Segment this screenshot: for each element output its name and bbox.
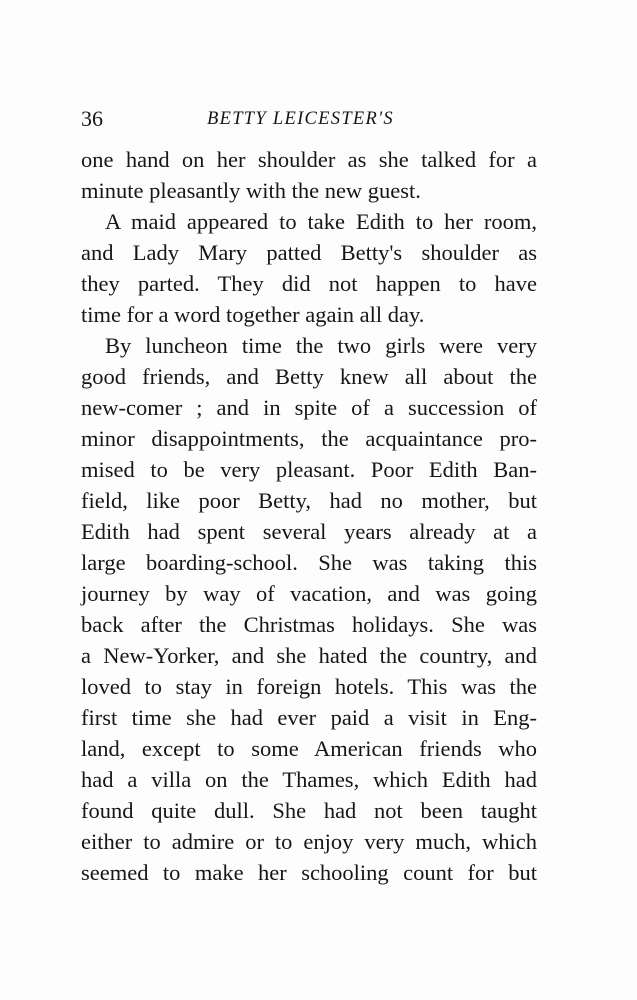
- text-line: journey by way of vacation, and was going: [81, 581, 537, 606]
- text-line: found quite dull. She had not been taught: [81, 798, 537, 823]
- text-line: land, except to some American friends who: [81, 736, 537, 761]
- text-line: field, like poor Betty, had no mother, but: [81, 488, 537, 513]
- paragraph-first-line: By luncheon time the two girls were very: [105, 333, 537, 358]
- text-line: either to admire or to enjoy very much, which: [81, 829, 537, 854]
- text-line: time for a word together again all day.: [81, 302, 425, 327]
- text-line: one hand on her shoulder as she talked for a: [81, 147, 537, 172]
- text-line: and Lady Mary patted Betty's shoulder as: [81, 240, 537, 265]
- paragraph-first-line: A maid appeared to take Edith to her room,: [105, 209, 537, 234]
- text-line: minute pleasantly with the new guest.: [81, 178, 421, 203]
- text-line: back after the Christmas holidays. She was: [81, 612, 537, 637]
- text-line: mised to be very pleasant. Poor Edith Ban-: [81, 457, 537, 482]
- running-title: BETTY LEICESTER'S: [207, 109, 394, 129]
- page-number: 36: [81, 106, 103, 131]
- running-head: [81, 104, 537, 134]
- text-line: they parted. They did not happen to have: [81, 271, 537, 296]
- text-line: seemed to make her schooling count for but: [81, 860, 537, 885]
- text-line: minor disappointments, the acquaintance pro-: [81, 426, 537, 451]
- text-line: had a villa on the Thames, which Edith had: [81, 767, 537, 792]
- text-line: Edith had spent several years already at a: [81, 519, 537, 544]
- text-line: large boarding-school. She was taking this: [81, 550, 537, 575]
- text-line: new-comer ; and in spite of a succession of: [81, 395, 537, 420]
- text-line: good friends, and Betty knew all about the: [81, 364, 537, 389]
- text-line: first time she had ever paid a visit in Eng-: [81, 705, 537, 730]
- text-line: loved to stay in foreign hotels. This was the: [81, 674, 537, 699]
- body-text: [81, 144, 537, 888]
- text-line: a New-Yorker, and she hated the country, and: [81, 643, 537, 668]
